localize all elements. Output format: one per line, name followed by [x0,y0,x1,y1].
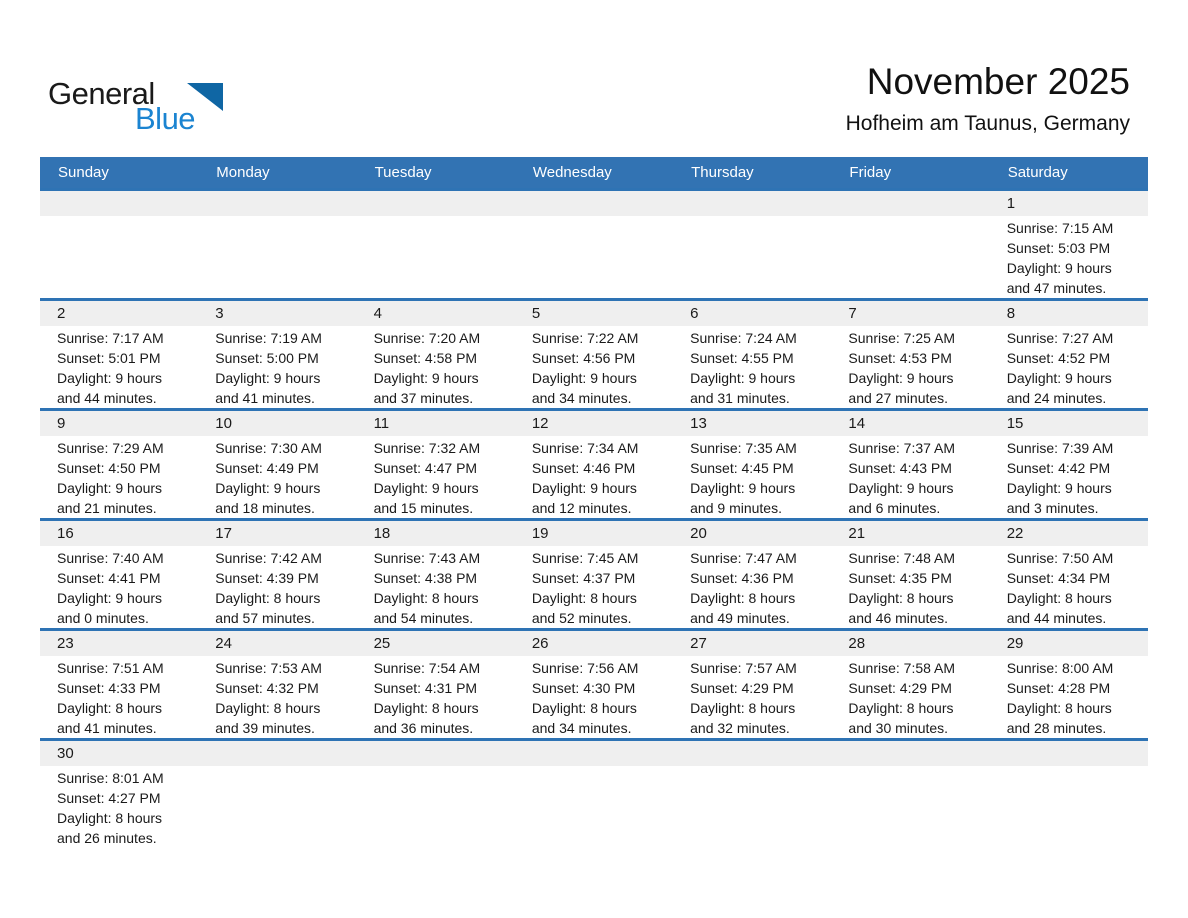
sunset-text: Sunset: 4:47 PM [373,460,478,476]
day-cell-empty [357,216,515,298]
day-cell-16 [40,546,198,628]
day-number-20: 20 [690,525,707,542]
sunset-text: Sunset: 5:01 PM [57,350,161,366]
sunrise-text: Sunrise: 7:24 AM [690,330,797,346]
day-number-6: 6 [690,305,699,322]
day-number-band [40,521,1148,546]
sunrise-text: Sunrise: 8:00 AM [1006,660,1114,676]
daylight-text: Daylight: 9 hours and 24 minutes. [1006,370,1112,406]
day-cell-empty [673,216,831,298]
sunset-text: Sunset: 4:29 PM [690,680,794,696]
daylight-text: Daylight: 9 hours and 9 minutes. [690,480,796,516]
sunrise-text: Sunrise: 7:50 AM [1006,550,1114,566]
sunrise-text: Sunrise: 7:20 AM [373,330,481,346]
daylight-text: Daylight: 8 hours and 28 minutes. [1006,700,1112,736]
daylight-text: Daylight: 8 hours and 49 minutes. [690,590,796,626]
day-details-row [40,436,1148,518]
day-details-row [40,656,1148,738]
daylight-text: Daylight: 9 hours and 37 minutes. [373,370,479,406]
day-number-4: 4 [373,305,382,322]
sunrise-text: Sunrise: 7:45 AM [531,550,639,566]
day-details-row [40,216,1148,298]
day-number-13: 13 [690,415,707,432]
sunset-text: Sunset: 4:30 PM [531,680,636,696]
sunset-text: Sunset: 4:43 PM [848,460,952,476]
sunrise-text: Sunrise: 8:01 AM [57,770,164,786]
sunset-text: Sunset: 4:42 PM [1006,460,1111,476]
sunrise-text: Sunrise: 7:40 AM [57,550,164,566]
day-number-band [40,631,1148,656]
sunset-text: Sunset: 4:38 PM [373,570,478,586]
day-number-15: 15 [1006,415,1024,432]
day-cell-8 [990,326,1148,408]
day-number-23: 23 [57,635,74,652]
day-number-22: 22 [1006,525,1024,542]
daylight-text: Daylight: 9 hours and 12 minutes. [531,480,637,516]
day-cell-empty [198,216,356,298]
page-header [0,0,1188,157]
day-number-30: 30 [57,745,74,762]
sunset-text: Sunset: 4:28 PM [1006,680,1111,696]
day-cell-15 [990,436,1148,518]
sunset-text: Sunset: 4:29 PM [848,680,952,696]
sunrise-text: Sunrise: 7:54 AM [373,660,481,676]
sunrise-text: Sunrise: 7:37 AM [848,440,956,456]
sunset-text: Sunset: 4:58 PM [373,350,478,366]
daylight-text: Daylight: 8 hours and 52 minutes. [531,590,637,626]
weekday-header-row [40,157,1148,188]
day-number-10: 10 [215,415,232,432]
day-cell-empty [40,216,198,298]
daylight-text: Daylight: 8 hours and 26 minutes. [57,810,163,846]
sunrise-text: Sunrise: 7:56 AM [531,660,639,676]
day-cell-4 [357,326,515,408]
day-number-3: 3 [215,305,224,322]
sunrise-text: Sunrise: 7:47 AM [690,550,797,566]
day-number-17: 17 [215,525,232,542]
day-cell-9 [40,436,198,518]
sunset-text: Sunset: 4:50 PM [57,460,161,476]
sunrise-text: Sunrise: 7:27 AM [1006,330,1114,346]
sunrise-text: Sunrise: 7:30 AM [215,440,322,456]
day-number-14: 14 [848,415,866,432]
sunrise-text: Sunrise: 7:32 AM [373,440,481,456]
day-cell-27 [673,656,831,738]
day-cell-24 [198,656,356,738]
sunrise-text: Sunrise: 7:29 AM [57,440,164,456]
day-number-27: 27 [690,635,707,652]
daylight-text: Daylight: 8 hours and 41 minutes. [57,700,163,736]
week-row-1 [40,188,1148,298]
sunset-text: Sunset: 5:00 PM [215,350,319,366]
sunset-text: Sunset: 4:36 PM [690,570,794,586]
sunset-text: Sunset: 4:53 PM [848,350,952,366]
day-cell-5 [515,326,673,408]
day-cell-11 [357,436,515,518]
day-cell-13 [673,436,831,518]
sunset-text: Sunset: 4:37 PM [531,570,636,586]
day-number-25: 25 [373,635,391,652]
daylight-text: Daylight: 8 hours and 36 minutes. [373,700,479,736]
day-cell-empty [515,766,673,848]
sunset-text: Sunset: 4:45 PM [690,460,794,476]
day-cell-14 [831,436,989,518]
daylight-text: Daylight: 9 hours and 41 minutes. [215,370,321,406]
sunrise-text: Sunrise: 7:39 AM [1006,440,1114,456]
sunset-text: Sunset: 4:35 PM [848,570,952,586]
day-number-9: 9 [57,415,66,432]
sunrise-text: Sunrise: 7:42 AM [215,550,322,566]
day-cell-7 [831,326,989,408]
day-cell-30 [40,766,198,848]
day-cell-2 [40,326,198,408]
day-number-2: 2 [57,305,66,322]
day-number-5: 5 [531,305,541,322]
day-number-11: 11 [373,415,390,432]
day-cell-22 [990,546,1148,628]
day-number-28: 28 [848,635,866,652]
sunrise-text: Sunrise: 7:58 AM [848,660,956,676]
sunset-text: Sunset: 4:55 PM [690,350,794,366]
day-number-7: 7 [848,305,857,322]
day-cell-empty [990,766,1148,848]
day-number-12: 12 [531,415,549,432]
daylight-text: Daylight: 9 hours and 6 minutes. [848,480,954,516]
daylight-text: Daylight: 8 hours and 30 minutes. [848,700,954,736]
daylight-text: Daylight: 9 hours and 18 minutes. [215,480,321,516]
day-number-band [40,411,1148,436]
calendar [40,157,1148,848]
day-cell-10 [198,436,356,518]
daylight-text: Daylight: 9 hours and 3 minutes. [1006,480,1112,516]
day-cell-1 [990,216,1148,298]
day-number-16: 16 [57,525,74,542]
daylight-text: Daylight: 8 hours and 32 minutes. [690,700,796,736]
day-cell-empty [515,216,673,298]
sunset-text: Sunset: 4:32 PM [215,680,319,696]
sunrise-text: Sunrise: 7:57 AM [690,660,797,676]
day-cell-6 [673,326,831,408]
daylight-text: Daylight: 9 hours and 27 minutes. [848,370,954,406]
sunrise-text: Sunrise: 7:43 AM [373,550,481,566]
daylight-text: Daylight: 9 hours and 31 minutes. [690,370,796,406]
title-block [846,60,1130,136]
day-cell-12 [515,436,673,518]
daylight-text: Daylight: 8 hours and 54 minutes. [373,590,479,626]
sunset-text: Sunset: 4:41 PM [57,570,161,586]
daylight-text: Daylight: 8 hours and 46 minutes. [848,590,954,626]
weekday-label-wednesday: Wednesday [532,164,612,181]
day-number-19: 19 [531,525,549,542]
day-number-24: 24 [215,635,232,652]
day-number-band [40,741,1148,766]
daylight-text: Daylight: 9 hours and 47 minutes. [1006,260,1112,296]
day-cell-18 [357,546,515,628]
sunset-text: Sunset: 4:56 PM [531,350,636,366]
day-cell-3 [198,326,356,408]
daylight-text: Daylight: 9 hours and 34 minutes. [531,370,637,406]
sunrise-text: Sunrise: 7:19 AM [215,330,322,346]
day-cell-empty [831,216,989,298]
sunrise-text: Sunrise: 7:17 AM [57,330,164,346]
daylight-text: Daylight: 9 hours and 15 minutes. [373,480,479,516]
daylight-text: Daylight: 9 hours and 0 minutes. [57,590,163,626]
sunrise-text: Sunrise: 7:51 AM [57,660,164,676]
sunrise-text: Sunrise: 7:25 AM [848,330,956,346]
day-cell-17 [198,546,356,628]
daylight-text: Daylight: 9 hours and 44 minutes. [57,370,163,406]
weekday-label-sunday: Sunday [58,164,109,181]
sunset-text: Sunset: 5:03 PM [1006,240,1111,256]
day-details-row [40,326,1148,408]
day-cell-28 [831,656,989,738]
sunset-text: Sunset: 4:39 PM [215,570,319,586]
day-details-row [40,546,1148,628]
day-number-band [40,191,1148,216]
day-details-row [40,766,1148,848]
sunset-text: Sunset: 4:33 PM [57,680,161,696]
sunset-text: Sunset: 4:46 PM [531,460,636,476]
day-cell-25 [357,656,515,738]
sunrise-text: Sunrise: 7:53 AM [215,660,322,676]
week-row-3 [40,408,1148,518]
day-cell-empty [198,766,356,848]
sunset-text: Sunset: 4:27 PM [57,790,161,806]
sunset-text: Sunset: 4:49 PM [215,460,319,476]
page-subtitle: Hofheim am Taunus, Germany [845,112,1130,136]
weekday-label-tuesday: Tuesday [374,164,432,181]
logo-text-blue: Blue [135,101,196,136]
logo-text-general: General [48,76,155,111]
weekday-label-friday: Friday [849,164,892,181]
day-number-1: 1 [1006,195,1016,212]
daylight-text: Daylight: 8 hours and 34 minutes. [531,700,637,736]
general-blue-logo [48,78,238,142]
page-title: November 2025 [866,61,1130,102]
daylight-text: Daylight: 9 hours and 21 minutes. [57,480,163,516]
week-row-4 [40,518,1148,628]
sunset-text: Sunset: 4:31 PM [373,680,478,696]
day-number-18: 18 [373,525,391,542]
day-cell-empty [673,766,831,848]
weekday-label-thursday: Thursday [691,164,754,181]
daylight-text: Daylight: 8 hours and 57 minutes. [215,590,321,626]
sunrise-text: Sunrise: 7:34 AM [531,440,639,456]
sunrise-text: Sunrise: 7:48 AM [848,550,956,566]
day-number-21: 21 [848,525,866,542]
day-cell-empty [357,766,515,848]
weekday-label-saturday: Saturday [1007,164,1068,181]
day-number-band [40,301,1148,326]
weeks-container [40,188,1148,848]
daylight-text: Daylight: 8 hours and 44 minutes. [1006,590,1112,626]
day-number-26: 26 [531,635,549,652]
day-cell-21 [831,546,989,628]
week-row-6 [40,738,1148,848]
day-cell-20 [673,546,831,628]
day-number-29: 29 [1006,635,1024,652]
sunrise-text: Sunrise: 7:22 AM [531,330,639,346]
sunset-text: Sunset: 4:52 PM [1006,350,1111,366]
sunrise-text: Sunrise: 7:15 AM [1006,220,1114,236]
sunrise-text: Sunrise: 7:35 AM [690,440,797,456]
day-cell-19 [515,546,673,628]
daylight-text: Daylight: 8 hours and 39 minutes. [215,700,321,736]
sunset-text: Sunset: 4:34 PM [1006,570,1111,586]
week-row-5 [40,628,1148,738]
day-cell-29 [990,656,1148,738]
day-cell-26 [515,656,673,738]
day-number-8: 8 [1006,305,1016,322]
weekday-label-monday: Monday [216,164,270,181]
day-cell-empty [831,766,989,848]
day-cell-23 [40,656,198,738]
week-row-2 [40,298,1148,408]
